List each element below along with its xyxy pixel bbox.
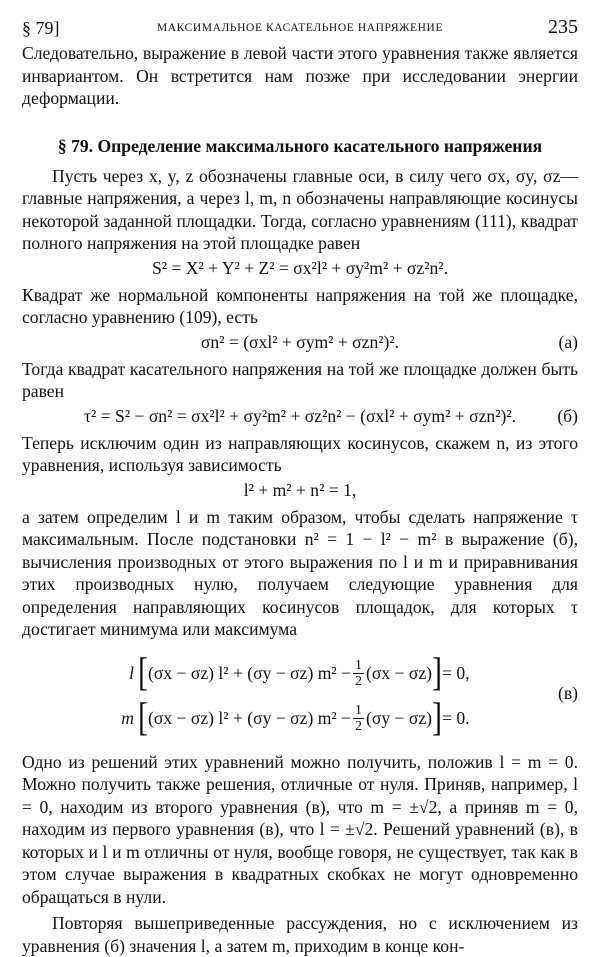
- running-head: [22, 10, 578, 42]
- equation-b-tag: (б): [557, 405, 578, 426]
- equation-v-line-2-body: (σx − σz) l² + (σy − σz) m² −: [148, 707, 351, 728]
- equation-v-line-1-lhs: l: [129, 662, 134, 683]
- left-bracket: [: [138, 650, 148, 695]
- fraction-half: [353, 658, 364, 689]
- equation-b: [22, 403, 578, 429]
- equation-v-line-1-tail: (σx − σz): [365, 662, 432, 683]
- paragraph-6: Одно из решений этих уравнений можно получить, положив l = m = 0. Можно получить также решения, отличные от нуля. Приняв, например, l = 0, находим из второго уравнения (в), что m = ±√2, а приняв m = 0, находим из первого уравнения (в), что l = ±√2. Решений уравнений (в), в которых и l и m отличны от нуля, вообще говоря, не существует, так как в этом случае выражения в квадратных скобках не могут одновременно обращаться в нули.: [22, 751, 578, 907]
- equation-b-expr: τ² = S² − σn² = σx²l² + σy²m² + σz²n² − (σxl² + σym² + σzn²)².: [83, 405, 517, 426]
- equation-v-line-1: [112, 651, 512, 696]
- paragraph-1: Пусть через x, y, z обозначены главные оси, в силу чего σx, σy, σz—главные напряжения, а через l, m, n обозначены направляющие косинусы некоторой заданной площадки. Тогда, согласно уравнениям (111), квадрат полного напряжения на этой площадке равен: [22, 165, 578, 253]
- equation-v-line-2: [112, 696, 512, 741]
- fraction-denominator: 2: [354, 673, 362, 689]
- equation-a-tag: (a): [558, 331, 578, 352]
- paragraph-7: Повторяя вышеприведенные рассуждения, но с исключением из уравнения (б) значения l, а затем m, приходим в конце кон-: [22, 913, 578, 956]
- equation-a-expr: σn² = (σxl² + σym² + σzn²)².: [200, 331, 400, 352]
- page-number: 235: [548, 16, 578, 38]
- paragraph-5: а затем определим l и m таким образом, чтобы сделать напряжение τ максимальным. После подстановки n² = 1 − l² − m² в выражение (б), вычисления производных от этого выражения по l и m и приравнивания этих производных нулю, получаем следующие уравнения для определения направляющих косинусов площадок, для которых τ достигает минимума или максимума: [22, 506, 578, 639]
- equation-v-system: [22, 651, 578, 741]
- equation-total-stress: [22, 255, 578, 281]
- paragraph-4: Теперь исключим один из направляющих косинусов, скажем n, из этого уравнения, используя зависимость: [22, 432, 578, 475]
- paragraph-2: Квадрат же нормальной компоненты напряжения на той же площадке, согласно уравнению (109), есть: [22, 284, 578, 327]
- section-marker: § 79]: [22, 18, 60, 38]
- section-heading: § 79. Определение максимального касательного напряжения: [57, 135, 543, 156]
- right-bracket: ]: [432, 695, 442, 740]
- fraction-denominator: 2: [354, 718, 362, 734]
- equation-v-line-1-body: (σx − σz) l² + (σy − σz) m² −: [148, 662, 351, 683]
- left-bracket: [: [138, 695, 148, 740]
- equation-v-line-2-lhs: m: [121, 707, 134, 728]
- right-bracket: ]: [432, 650, 442, 695]
- equation-v-line-2-tail: (σy − σz): [365, 707, 432, 728]
- equation-v-line-1-end: = 0,: [442, 662, 470, 683]
- fraction-half: [353, 703, 364, 734]
- intro-paragraph: Следовательно, выражение в левой части этого уравнения также является инвариантом. Он встретится нам позже при исследовании энергии деформации.: [22, 43, 578, 108]
- equation-v-line-2-end: = 0.: [442, 707, 470, 728]
- fraction-numerator: 1: [354, 657, 362, 673]
- equation-c: [22, 477, 578, 503]
- running-title: МАКСИМАЛЬНОЕ КАСАТЕЛЬНОЕ НАПРЯЖЕНИЕ: [156, 22, 444, 34]
- equation-total-stress-expr: S² = X² + Y² + Z² = σx²l² + σy²m² + σz²n².: [152, 257, 448, 278]
- equation-v-tag: (в): [557, 682, 578, 703]
- paragraph-3: Тогда квадрат касательного напряжения на той же площадке должен быть равен: [22, 358, 578, 401]
- equation-a: [22, 329, 578, 355]
- fraction-numerator: 1: [354, 702, 362, 718]
- equation-c-expr: l² + m² + n² = 1,: [243, 479, 357, 500]
